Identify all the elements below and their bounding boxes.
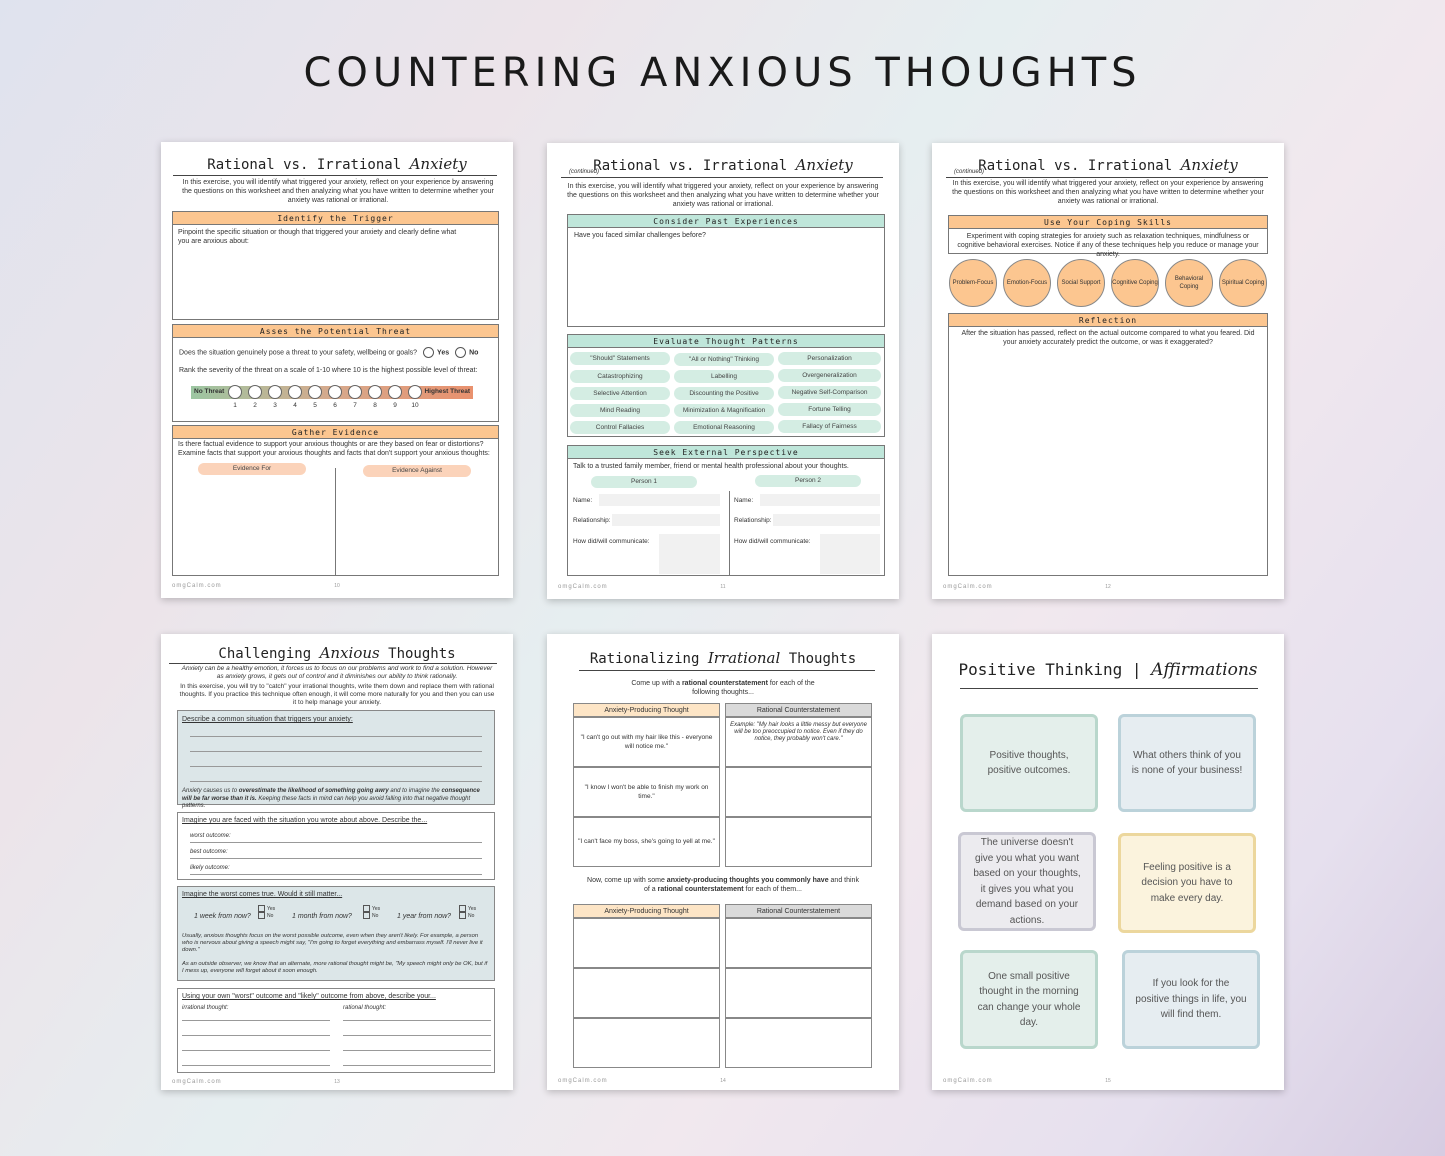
- thoughts-section: [177, 988, 495, 1073]
- page-number: 12: [1105, 584, 1111, 590]
- coping-circle[interactable]: Behavioral Coping: [1165, 259, 1213, 307]
- scale-dot-9[interactable]: [388, 385, 402, 399]
- trigger-prompt: Pinpoint the specific situation or though that triggered your anxiety and clearly define what you are anxious about:: [178, 229, 457, 245]
- note-text: Anxiety causes us to: [182, 788, 239, 794]
- title-script: Anxiety: [409, 155, 467, 173]
- column-header: Rational Counterstatement: [725, 703, 872, 717]
- scale-number: 5: [313, 402, 317, 409]
- yes-label: Yes: [468, 905, 477, 912]
- answer-cell[interactable]: [725, 1018, 872, 1068]
- reflection-section: [948, 313, 1268, 576]
- page-title: Positive Thinking | Affirmations: [958, 660, 1258, 680]
- scale-dot-7[interactable]: [348, 385, 362, 399]
- pattern-tag[interactable]: Overgeneralization: [778, 369, 881, 382]
- checkbox[interactable]: [363, 912, 370, 919]
- external-heading: Seek External Perspective: [568, 446, 884, 459]
- title-text: Rationalizing: [589, 651, 700, 667]
- note-text: and to imagine the: [388, 788, 442, 794]
- note-text: Keeping these facts in mind can help you avoid falling into that negative thought patterns.: [182, 795, 471, 809]
- continued-label: (continued): [569, 169, 600, 175]
- write-line[interactable]: [190, 781, 482, 782]
- worst-label: worst outcome:: [190, 833, 231, 839]
- title-text: Rational vs. Irrational: [593, 158, 788, 174]
- page-number: 15: [1105, 1078, 1111, 1084]
- scale-dot-6[interactable]: [328, 385, 342, 399]
- affirmation-card: If you look for the positive things in life, you will find them.: [1122, 950, 1260, 1049]
- pattern-tag[interactable]: Catastrophizing: [570, 370, 670, 383]
- answer-cell[interactable]: [573, 918, 720, 968]
- likely-label: likely outcome:: [190, 865, 230, 871]
- answer-cell[interactable]: [725, 817, 872, 867]
- matter-note-2: As an outside observer, we know that an alternate, more rational thought might be, "My speech might only be OK, but if I mess up, everyone will forget about it soon enough.: [182, 961, 488, 975]
- checkbox[interactable]: [258, 912, 265, 919]
- title-script: Irrational: [707, 649, 781, 667]
- write-line[interactable]: [182, 1035, 330, 1036]
- threat-scale: [191, 386, 473, 399]
- coping-circle[interactable]: Emotion-Focus: [1003, 259, 1051, 307]
- affirmation-card: The universe doesn't give you what you want based on your thoughts, it gives you what you demand based on your actions.: [958, 832, 1096, 931]
- intro-bold: rational counterstatement: [657, 885, 744, 893]
- person2-communicate-input[interactable]: [820, 534, 880, 574]
- past-question: Have you faced similar challenges before?: [574, 232, 706, 239]
- checkbox[interactable]: [363, 905, 370, 912]
- person1-communicate-input[interactable]: [659, 534, 720, 574]
- external-question: Talk to a trusted family member, friend or mental health professional about your thoughts.: [573, 463, 849, 470]
- intro-text-2: In this exercise, you will try to "catch" your irrational thoughts, write them down and replace them with rational thoughts. If you practice this technique often enough, it will come more naturally for you and then you can use it to help manage your anxiety.: [179, 683, 495, 707]
- divider: [946, 177, 1268, 178]
- matter-note-1: Usually, anxious thoughts focus on the worst possible outcome, even when they aren't likely. For example, a person who is nervous about giving a speech might say, "I'm going to forget everything and embarrass myself. I'll never live it down.": [182, 933, 483, 954]
- pattern-tag[interactable]: Emotional Reasoning: [674, 421, 774, 434]
- title-script: Anxious: [319, 644, 380, 662]
- answer-cell[interactable]: [573, 1018, 720, 1068]
- title-text: Rational vs. Irrational: [978, 158, 1173, 174]
- continued-label: (continued): [954, 169, 985, 175]
- note-bold: consequence will be far worse than it is.: [182, 788, 480, 802]
- pattern-tag[interactable]: Personalization: [778, 352, 881, 365]
- scale-number: 8: [373, 402, 377, 409]
- scale-number: 7: [353, 402, 357, 409]
- pattern-tag[interactable]: Selective Attention: [570, 387, 670, 400]
- threat-question: [179, 347, 478, 358]
- table-cell: "I can't face my boss, she's going to yell at me.": [573, 817, 720, 867]
- no-threat-label: No Threat: [194, 388, 225, 395]
- affirmations-page-15: [932, 634, 1284, 1090]
- yes-label: Yes: [267, 905, 276, 912]
- best-label: best outcome:: [190, 849, 228, 855]
- table-cell: "I know I won't be able to finish my work on time.": [573, 767, 720, 817]
- external-divider: [729, 491, 730, 575]
- matter-section: [177, 886, 495, 981]
- scale-number: 3: [273, 402, 277, 409]
- pattern-tag[interactable]: Labelling: [674, 370, 774, 383]
- page-title: [161, 644, 513, 662]
- irrational-label: irrational thought:: [182, 1005, 229, 1011]
- affirmation-card: Feeling positive is a decision you have to make every day.: [1118, 833, 1256, 933]
- title-text: Thoughts: [388, 646, 456, 662]
- yes-label: Yes: [372, 905, 381, 912]
- answer-cell[interactable]: [725, 968, 872, 1018]
- affirmation-card: Positive thoughts, positive outcomes.: [960, 714, 1098, 812]
- divider: [561, 177, 883, 178]
- thoughts-question: Using your own "worst" outcome and "likely" outcome from above, describe your...: [182, 993, 436, 1000]
- coping-text: Experiment with coping strategies for anxiety such as relaxation techniques, mindfulness or cognitive behavioral exercises. Notice if any of these techniques help you reduce or manage your anxiety.: [957, 233, 1259, 258]
- title-text: Challenging: [218, 646, 312, 662]
- evidence-section: [172, 425, 499, 576]
- intro-text: In this exercise, you will identify what triggered your anxiety, reflect on your experience by answering the questions on this worksheet and then analyzing what you have written to determine whether your anxiety was rational or irrational.: [567, 183, 879, 208]
- evidence-heading: Gather Evidence: [173, 426, 498, 439]
- no-label: No: [267, 912, 274, 919]
- name-label: Name:: [573, 497, 593, 504]
- scale-number: 2: [253, 402, 257, 409]
- matter-question: Imagine the worst comes true. Would it still matter...: [182, 891, 343, 898]
- column-header: Rational Counterstatement: [725, 904, 872, 918]
- write-line[interactable]: [182, 1020, 330, 1021]
- intro-text-part: for each of the following thoughts...: [692, 680, 815, 696]
- write-line[interactable]: [343, 1050, 491, 1051]
- checkbox[interactable]: [459, 912, 466, 919]
- footer-site: omgCalm.com: [558, 584, 608, 590]
- communicate-label: How did/will communicate:: [573, 538, 650, 545]
- coping-circle[interactable]: Problem-Focus: [949, 259, 997, 307]
- no-label: No: [468, 912, 475, 919]
- scale-number: 4: [293, 402, 297, 409]
- person2-label: Person 2: [755, 475, 861, 487]
- footer-site: omgCalm.com: [558, 1078, 608, 1084]
- reflection-text: After the situation has passed, reflect on the actual outcome compared to what you feared. Did your anxiety accurately predict the outcome, or was it exaggerated?: [961, 330, 1255, 346]
- write-line[interactable]: [343, 1020, 491, 1021]
- intro-text-part: Come up with a: [631, 680, 682, 687]
- worksheet-page-12: [932, 143, 1284, 599]
- write-line[interactable]: [343, 1035, 491, 1036]
- scale-number: 6: [333, 402, 337, 409]
- situation-section: [177, 710, 495, 809]
- intro-text: [617, 680, 829, 698]
- intro-text: In this exercise, you will identify what triggered your anxiety, reflect on your experience by answering the questions on this worksheet and then analyzing what you have written to determine whether your anxiety was rational or irrational.: [952, 180, 1264, 205]
- write-line[interactable]: [190, 736, 482, 737]
- write-line[interactable]: [190, 842, 482, 843]
- page-title: [932, 156, 1284, 174]
- divider: [579, 670, 875, 671]
- coping-section: [948, 215, 1268, 258]
- pattern-tag[interactable]: Minimization & Magnification: [674, 404, 774, 417]
- title-text: Rational vs. Irrational: [207, 157, 402, 173]
- worksheet-page-11: [547, 143, 899, 599]
- footer-site: omgCalm.com: [172, 1079, 222, 1085]
- write-line[interactable]: [190, 874, 482, 875]
- past-section: [567, 214, 885, 327]
- person2-name-input[interactable]: [760, 494, 880, 506]
- checkbox[interactable]: [459, 905, 466, 912]
- name-label: Name:: [734, 497, 754, 504]
- week-options: [258, 905, 275, 919]
- situation-question: Describe a common situation that triggers your anxiety:: [182, 716, 353, 723]
- write-line[interactable]: [343, 1065, 491, 1066]
- patterns-heading: Evaluate Thought Patterns: [568, 335, 884, 348]
- scale-number: 1: [233, 402, 237, 409]
- pattern-tag[interactable]: "All or Nothing" Thinking: [674, 353, 774, 366]
- pattern-tag[interactable]: Negative Self-Comparison: [778, 386, 881, 399]
- pattern-tag[interactable]: Fallacy of Fairness: [778, 420, 881, 433]
- intro-text-1: Anxiety can be a healthy emotion, it forces us to focus on our problems and work to find a solution. However as anxiety grows, it gets out of control and it diminishes our ability to think rationally.: [181, 665, 493, 681]
- trigger-heading: Identify the Trigger: [173, 212, 498, 225]
- scale-dot-3[interactable]: [268, 385, 282, 399]
- coping-circle[interactable]: Spiritual Coping: [1219, 259, 1267, 307]
- write-line[interactable]: [182, 1050, 330, 1051]
- answer-cell[interactable]: [725, 767, 872, 817]
- person1-relationship-input[interactable]: [612, 514, 720, 526]
- year-options: [459, 905, 476, 919]
- write-line[interactable]: [190, 858, 482, 859]
- pattern-tag[interactable]: "Should" Statements: [570, 352, 670, 365]
- coping-circle[interactable]: Social Support: [1057, 259, 1105, 307]
- write-line[interactable]: [190, 751, 482, 752]
- person2-relationship-input[interactable]: [773, 514, 880, 526]
- scale-dot-8[interactable]: [368, 385, 382, 399]
- page-title: [161, 155, 513, 173]
- reflection-heading: Reflection: [949, 314, 1267, 327]
- evidence-question: Is there factual evidence to support your anxious thoughts or are they based on fear or distortions? Examine facts that support your anxious thoughts and facts that don't support your anxious thoughts:: [178, 441, 490, 457]
- scale-dot-10[interactable]: [408, 385, 422, 399]
- title-text: Thoughts: [788, 651, 857, 667]
- worksheet-page-13: [161, 634, 513, 1090]
- rank-question: Rank the severity of the threat on a scale of 1-10 where 10 is the highest possible level of threat:: [179, 367, 478, 374]
- pattern-tag[interactable]: Discounting the Positive: [674, 387, 774, 400]
- title-script: Affirmations: [1151, 660, 1258, 680]
- divider: [173, 175, 497, 176]
- column-header: Anxiety-Producing Thought: [573, 703, 720, 717]
- evidence-against-label: Evidence Against: [363, 465, 471, 477]
- divider: [169, 663, 497, 664]
- write-line[interactable]: [190, 766, 482, 767]
- answer-cell[interactable]: [725, 918, 872, 968]
- intro-text-part: and think of a: [644, 877, 859, 893]
- pattern-tag[interactable]: Fortune Telling: [778, 403, 881, 416]
- worksheet-page-10: [161, 142, 513, 598]
- coping-heading: Use Your Coping Skills: [949, 216, 1267, 229]
- pattern-tag[interactable]: Control Fallacies: [570, 421, 670, 434]
- intro-text: In this exercise, you will identify what triggered your anxiety, reflect on your experience by answering the questions on this worksheet and then analyzing what you have written to determine whether your anxiety was rational or irrational.: [182, 179, 494, 204]
- relationship-label: Relationship:: [573, 517, 611, 524]
- coping-circle[interactable]: Cognitive Coping: [1111, 259, 1159, 307]
- divider: [960, 688, 1258, 689]
- footer-site: omgCalm.com: [943, 584, 993, 590]
- title-script: Anxiety: [795, 156, 853, 174]
- example-cell: Example: "My hair looks a little messy but everyone will be too preoccupied to notice. Even if they do notice, they probably won't care.": [725, 717, 872, 767]
- page-number: 11: [720, 584, 726, 590]
- answer-cell[interactable]: [573, 968, 720, 1018]
- intro-bold: rational counterstatement: [681, 680, 768, 687]
- footer-site: omgCalm.com: [943, 1078, 993, 1084]
- intro-text-part: Now, come up with some: [587, 877, 667, 884]
- no-radio[interactable]: [455, 347, 466, 358]
- scale-dot-4[interactable]: [288, 385, 302, 399]
- footer-site: omgCalm.com: [172, 583, 222, 589]
- write-line[interactable]: [182, 1065, 330, 1066]
- person1-name-input[interactable]: [599, 494, 720, 506]
- year-label: 1 year from now?: [397, 913, 452, 920]
- scale-dot-5[interactable]: [308, 385, 322, 399]
- week-label: 1 week from now?: [194, 913, 251, 920]
- evidence-for-label: Evidence For: [198, 463, 306, 475]
- rational-label: rational thought:: [343, 1005, 387, 1011]
- page-number: 10: [334, 583, 340, 589]
- threat-question-text: Does the situation genuinely pose a threat to your safety, wellbeing or goals?: [179, 349, 418, 357]
- page-number: 13: [334, 1079, 340, 1085]
- column-header: Anxiety-Producing Thought: [573, 904, 720, 918]
- checkbox[interactable]: [258, 905, 265, 912]
- affirmation-card: One small positive thought in the morning can change your whole day.: [960, 950, 1098, 1049]
- main-title: COUNTERING ANXIOUS THOUGHTS: [303, 50, 1142, 96]
- intro-text-part: for each of them...: [743, 885, 802, 893]
- no-label: No: [372, 912, 379, 919]
- page-number: 14: [720, 1078, 726, 1084]
- yes-label: Yes: [437, 349, 450, 357]
- title-text: Positive Thinking: [958, 660, 1123, 679]
- person1-label: Person 1: [591, 476, 697, 488]
- scale-dot-1[interactable]: [228, 385, 242, 399]
- evidence-divider: [335, 468, 336, 575]
- note-bold: overestimate the likelihood of something going awry: [238, 788, 389, 794]
- month-label: 1 month from now?: [292, 913, 352, 920]
- communicate-label: How did/will communicate:: [734, 538, 811, 545]
- highest-threat-label: Highest Threat: [424, 388, 470, 395]
- affirmation-card: What others think of you is none of your business!: [1118, 714, 1256, 812]
- pattern-tag[interactable]: Mind Reading: [570, 404, 670, 417]
- outcomes-question: Imagine you are faced with the situation you wrote about above. Describe the...: [182, 817, 428, 824]
- worksheet-page-14: [547, 634, 899, 1090]
- scale-dot-2[interactable]: [248, 385, 262, 399]
- relationship-label: Relationship:: [734, 517, 772, 524]
- no-label: No: [469, 349, 479, 357]
- outcomes-section: [177, 812, 495, 880]
- intro-text-2: [587, 877, 859, 895]
- scale-number: 9: [393, 402, 397, 409]
- title-script: Anxiety: [1180, 156, 1238, 174]
- page-title: [547, 649, 899, 667]
- past-heading: Consider Past Experiences: [568, 215, 884, 228]
- page-title: [547, 156, 899, 174]
- intro-bold: anxiety-producing thoughts you commonly have: [666, 877, 829, 884]
- situation-note: [182, 788, 490, 811]
- trigger-section: [172, 211, 499, 320]
- month-options: [363, 905, 380, 919]
- table-cell: "I can't go out with my hair like this - everyone will notice me.": [573, 717, 720, 767]
- threat-heading: Asses the Potential Threat: [173, 325, 498, 338]
- yes-radio[interactable]: [423, 347, 434, 358]
- scale-number: 10: [411, 402, 419, 409]
